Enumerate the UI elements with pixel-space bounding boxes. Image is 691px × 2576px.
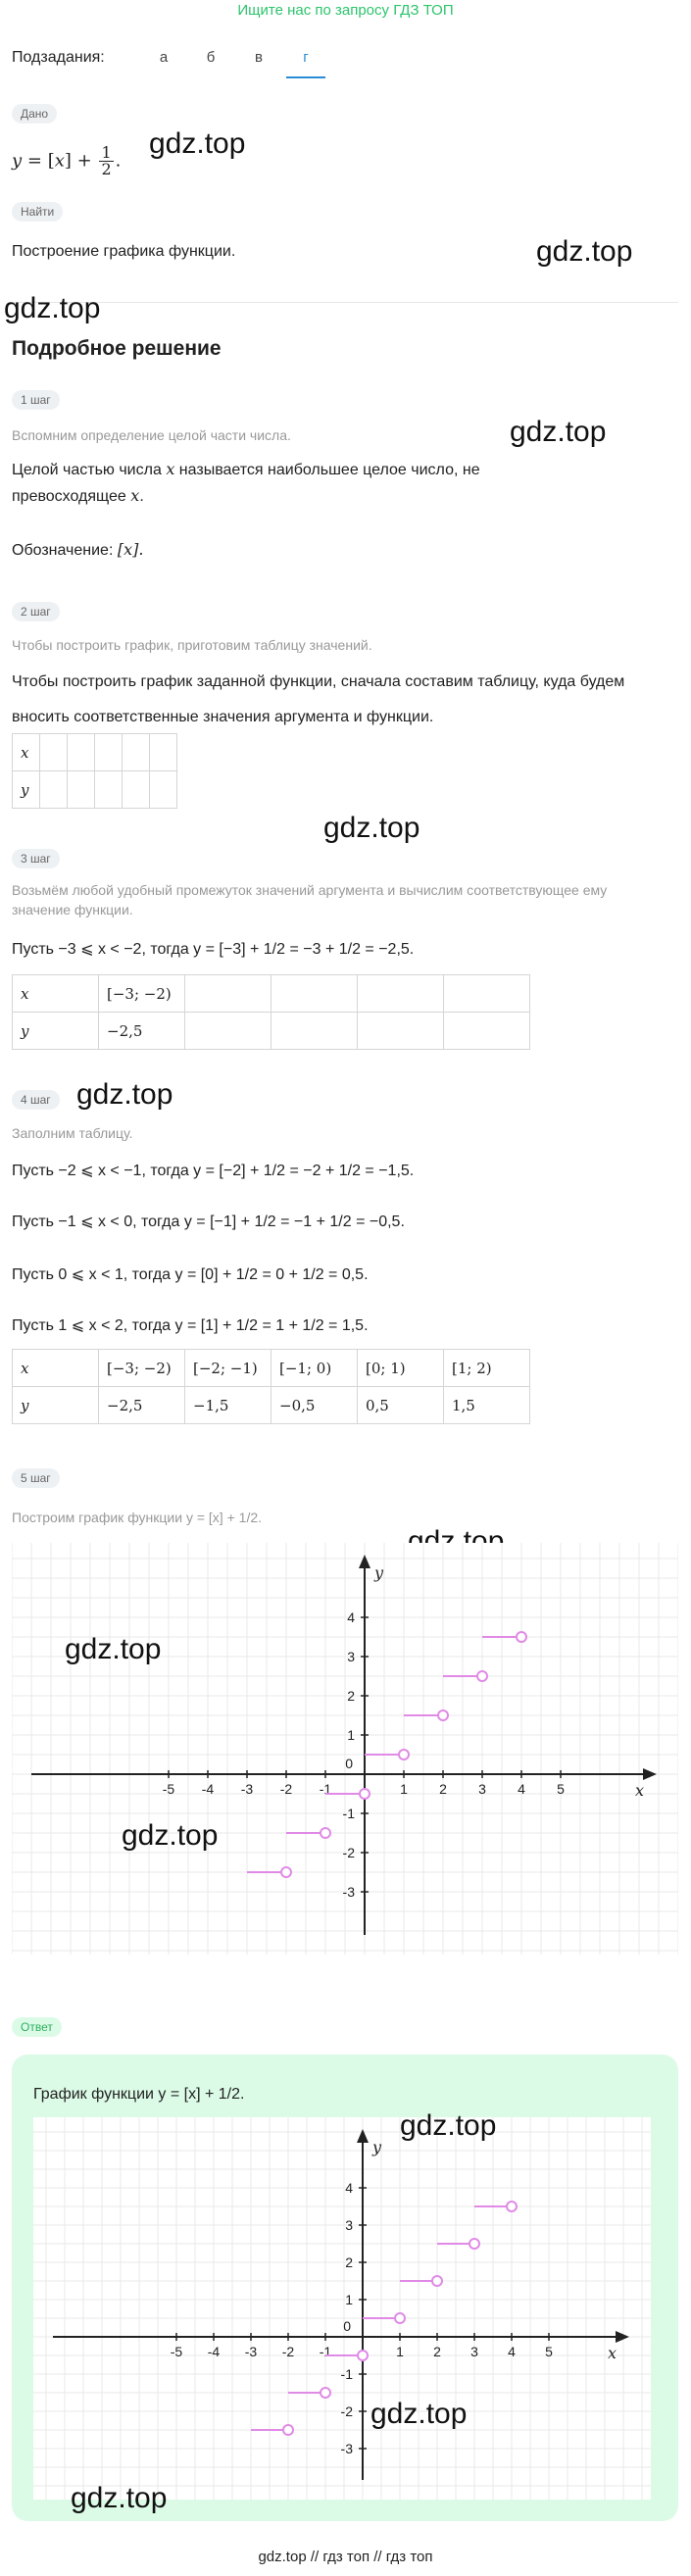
x-tick-label: 2 [439,1781,447,1797]
watermark: gdz.top [65,1633,162,1665]
watermark: gdz.top [408,1525,505,1558]
step-text: Чтобы построить график заданной функции, сначала составим таблицу, куда будем вносить соответственные значения аргумента и функции. [12,673,625,725]
x-tick-label: -2 [281,2344,295,2359]
open-endpoint [395,2313,405,2323]
x-tick-label: -4 [207,2344,221,2359]
open-endpoint [321,1828,330,1838]
y-tick-label: 2 [345,2254,353,2270]
x-tick-label: -3 [244,2344,258,2359]
search-hint-banner[interactable]: Ищите нас по запросу ГДЗ ТОП [237,2,454,19]
x-axis-arrow [616,2331,629,2343]
solution-title: Подробное решение [12,337,222,360]
x-tick-label: -1 [319,1781,332,1797]
open-endpoint [477,1671,487,1681]
x-tick-label: 1 [400,1781,408,1797]
y-tick-label: 1 [347,1727,355,1743]
y-axis-arrow [357,2129,369,2143]
open-endpoint [432,2276,442,2286]
y-tick-label: -2 [342,1845,355,1860]
open-endpoint [281,1867,291,1877]
open-endpoint [469,2239,479,2249]
open-endpoint [358,2351,368,2360]
subtask-tabs [12,43,678,82]
x-tick-label: 3 [470,2344,478,2359]
find-text: Построение графика функции. [12,243,236,260]
watermark: gdz.top [76,1078,173,1111]
open-endpoint [399,1750,409,1759]
y-tick-label: -1 [340,2366,353,2382]
step-hint: Вспомним определение целой части числа. [12,427,291,443]
step-hint: Возьмём любой удобный промежуток значений аргумента и вычислим соответствующее ему значение функции. [12,882,608,917]
watermark: gdz.top [400,2109,497,2142]
value-table: x [−3; −2) [−2; −1) [−1; 0) [0; 1) [1; 2) y −2,5 −1,5 −0,5 0,5 1,5 [12,1349,530,1424]
tab-g[interactable]: г [286,49,325,78]
y-tick-label: 4 [347,1610,355,1625]
step-hint: Построим график функции y = [x] + 1/2. [12,1510,263,1525]
open-endpoint [438,1710,448,1720]
answer-text: График функции y = [x] + 1/2. [33,2086,245,2103]
tab-a[interactable]: а [159,49,169,66]
x-tick-label: -3 [240,1781,254,1797]
x-tick-label: 2 [433,2344,441,2359]
open-endpoint [507,2202,517,2211]
step-line: Пусть −2 ⩽ x < −1, тогда y = [−2] + 1/2 = −2 + 1/2 = −1,5. [12,1163,415,1179]
x-tick-label: 3 [478,1781,486,1797]
y-tick-label: 2 [347,1688,355,1704]
y-tick-label: 4 [345,2180,353,2196]
y-axis-label: y [372,2138,382,2156]
open-endpoint [517,1632,526,1642]
x-tick-label: -2 [279,1781,293,1797]
x-axis-arrow [643,1768,657,1780]
x-tick-label: -4 [201,1781,215,1797]
y-tick-label: -3 [342,1884,355,1900]
step-line: Пусть −1 ⩽ x < 0, тогда y = [−1] + 1/2 = −1 + 1/2 = −0,5. [12,1214,405,1230]
origin-label: 0 [343,2318,351,2334]
step-hint: Заполним таблицу. [12,1125,133,1141]
open-endpoint [321,2388,330,2398]
notation: Обозначение: [x]. [12,540,144,559]
step-badge: 4 шаг [12,1090,60,1110]
y-tick-label: 1 [345,2292,353,2307]
x-tick-label: -5 [170,2344,183,2359]
open-endpoint [360,1789,370,1799]
step-badge: 3 шаг [12,849,60,868]
tab-b[interactable]: б [206,49,216,66]
footer-links[interactable]: gdz.top // гдз топ // гдз топ [258,2549,433,2565]
y-axis-arrow [359,1555,370,1568]
function-graph [12,1543,678,1955]
x-tick-label: 5 [545,2344,553,2359]
origin-label: 0 [345,1756,353,1771]
x-tick-label: 5 [557,1781,565,1797]
y-tick-label: 3 [347,1649,355,1664]
open-endpoint [283,2425,293,2435]
x-axis-label: x [635,1781,645,1800]
x-tick-label: 1 [396,2344,404,2359]
watermark: gdz.top [510,416,607,448]
tab-v[interactable]: в [255,49,263,66]
x-tick-label: -1 [319,2344,332,2359]
y-tick-label: 3 [345,2217,353,2233]
answer-function-graph [33,2117,651,2500]
given-formula: y = [x] + $\frac{1}{2}$ . [12,143,122,178]
watermark: gdz.top [149,127,246,160]
y-axis-label: y [374,1563,384,1582]
watermark: gdz.top [71,2482,168,2514]
step-hint: Чтобы построить график, приготовим таблицу значений. [12,637,372,653]
y-tick-label: -1 [342,1806,355,1821]
watermark: gdz.top [536,235,633,268]
find-badge: Найти [12,202,63,222]
x-axis-label: x [608,2344,617,2362]
x-tick-label: 4 [508,2344,516,2359]
step-text: Целой частью числа x называется наибольшее целое число, не превосходящее x. [12,460,480,505]
given-badge: Дано [12,104,57,124]
y-tick-label: -2 [340,2403,353,2419]
x-tick-label: -5 [162,1781,175,1797]
watermark: gdz.top [122,1819,219,1852]
divider [12,302,678,303]
step-line: Пусть 0 ⩽ x < 1, тогда y = [0] + 1/2 = 0 + 1/2 = 0,5. [12,1266,369,1283]
empty-value-table: x y [12,733,177,809]
answer-badge: Ответ [12,2017,62,2037]
y-tick-label: -3 [340,2441,353,2456]
x-tick-label: 4 [518,1781,525,1797]
step-badge: 5 шаг [12,1468,60,1488]
value-table: x [−3; −2) y −2,5 [12,974,530,1050]
watermark: gdz.top [370,2398,468,2430]
step-badge: 2 шаг [12,602,60,621]
watermark: gdz.top [323,812,420,844]
subtasks-label: Подзадания: [12,49,105,66]
step-badge: 1 шаг [12,390,60,410]
step-line: Пусть 1 ⩽ x < 2, тогда y = [1] + 1/2 = 1 + 1/2 = 1,5. [12,1317,369,1334]
watermark: gdz.top [4,292,101,324]
step-line: Пусть −3 ⩽ x < −2, тогда y = [−3] + 1/2 = −3 + 1/2 = −2,5. [12,941,415,958]
